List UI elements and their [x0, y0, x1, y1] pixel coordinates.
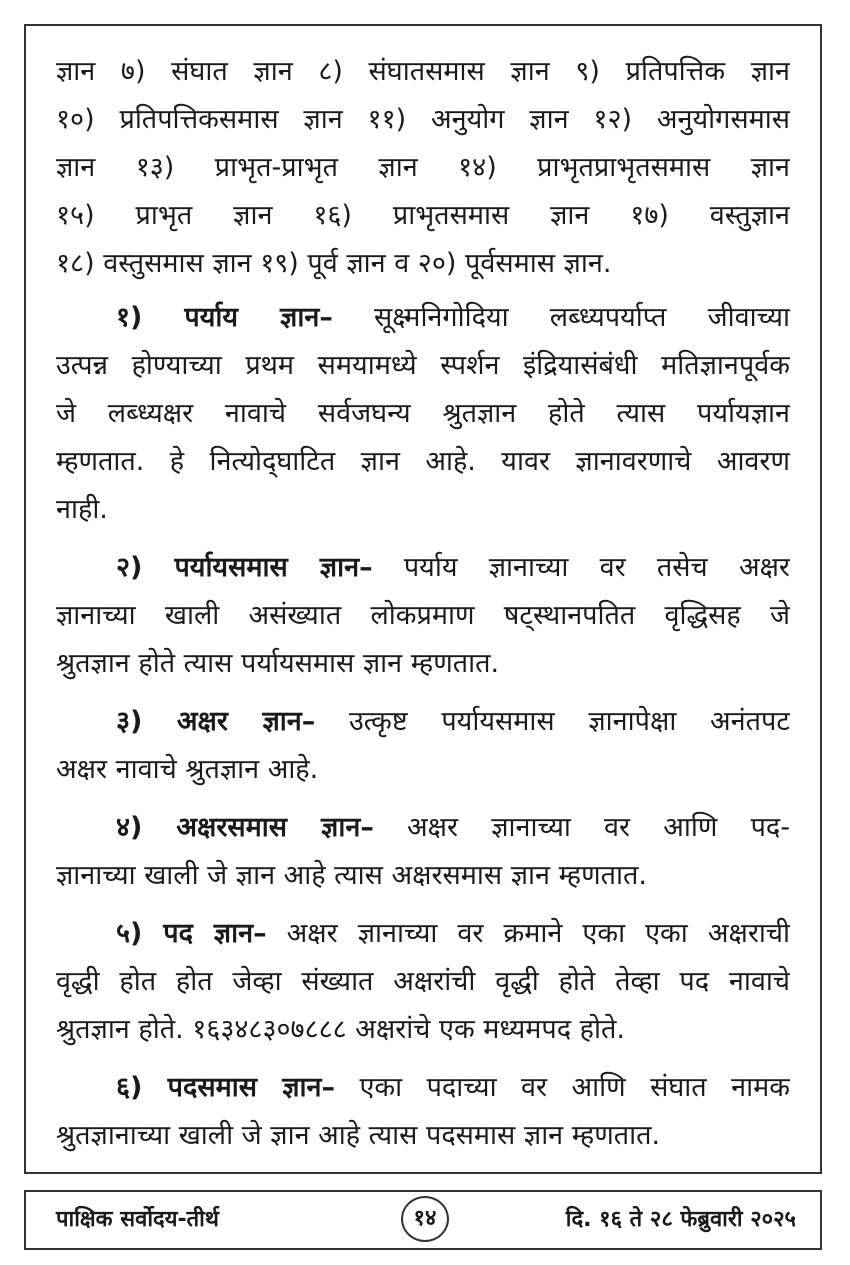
- publication-name: पाक्षिक सर्वोदय-तीर्थ: [56, 1207, 219, 1232]
- body-line: १५) प्राभृत ज्ञान १६) प्राभृतसमास ज्ञान १७) वस्तुज्ञान: [56, 200, 790, 231]
- section-4-first-line: [56, 804, 790, 852]
- section-1-first-line: [56, 294, 790, 342]
- section-2-first-line: [56, 544, 790, 592]
- body-line: श्रुतज्ञानाच्या खाली जे ज्ञान आहे त्यास पदसमास ज्ञान म्हणतात.: [56, 1120, 661, 1151]
- body-line: ज्ञान ७) संघात ज्ञान ८) संघातसमास ज्ञान ९) प्रतिपत्तिक ज्ञान: [56, 56, 790, 87]
- body-line: नाही.: [56, 494, 108, 525]
- body-line: जे लब्ध्यक्षर नावाचे सर्वजघन्य श्रुतज्ञान होते त्यास पर्यायज्ञान: [56, 398, 790, 429]
- section-text: अक्षर ज्ञानाच्या वर आणि पद-: [407, 812, 790, 843]
- section-heading: ६) पदसमास ज्ञान–: [116, 1072, 336, 1103]
- section-text: अक्षर ज्ञानाच्या वर क्रमाने एका एका अक्षराची: [286, 918, 790, 949]
- section-5-first-line: [56, 910, 790, 958]
- section-text: एका पदाच्या वर आणि संघात नामक: [359, 1072, 790, 1103]
- body-line: वृद्धी होत होत जेव्हा संख्यात अक्षरांची वृद्धी होते तेव्हा पद नावाचे: [56, 966, 790, 997]
- body-line: उत्पन्न होण्याच्या प्रथम समयामध्ये स्पर्शन इंद्रियासंबंधी मतिज्ञानपूर्वक: [56, 350, 790, 381]
- body-line: म्हणतात. हे नित्योद्‌घाटित ज्ञान आहे. यावर ज्ञानावरणाचे आवरण: [56, 446, 790, 477]
- section-text: पर्याय ज्ञानाच्या वर तसेच अक्षर: [403, 552, 790, 583]
- body-line: अक्षर नावाचे श्रुतज्ञान आहे.: [56, 754, 319, 785]
- body-line: ज्ञानाच्या खाली असंख्यात लोकप्रमाण षट्‌स्थानपतित वृद्धिसह जे: [56, 600, 790, 631]
- body-line: ज्ञानाच्या खाली जे ज्ञान आहे त्यास अक्षरसमास ज्ञान म्हणतात.: [56, 860, 647, 891]
- section-heading: २) पर्यायसमास ज्ञान–: [116, 552, 373, 583]
- article-body: [24, 24, 822, 1174]
- section-3-first-line: [56, 698, 790, 746]
- page-footer: [24, 1190, 822, 1250]
- section-6-first-line: [56, 1064, 790, 1112]
- body-line: ज्ञान १३) प्राभृत-प्राभृत ज्ञान १४) प्राभृतप्राभृतसमास ज्ञान: [56, 152, 790, 183]
- section-text: उत्कृष्ट पर्यायसमास ज्ञानापेक्षा अनंतपट: [349, 706, 790, 737]
- page-number: १४: [401, 1196, 449, 1242]
- body-line: श्रुतज्ञान होते. १६३४८३०७८८८ अक्षरांचे एक मध्यमपद होते.: [56, 1014, 625, 1045]
- body-line: १८) वस्तुसमास ज्ञान १९) पूर्व ज्ञान व २०) पूर्वसमास ज्ञान.: [56, 248, 612, 279]
- section-heading: ५) पद ज्ञान–: [116, 918, 267, 949]
- issue-date: दि. १६ ते २८ फेब्रुवारी २०२५: [565, 1207, 796, 1232]
- body-line: १०) प्रतिपत्तिकसमास ज्ञान ११) अनुयोग ज्ञान १२) अनुयोगसमास: [56, 104, 790, 135]
- section-heading: १) पर्याय ज्ञान–: [116, 302, 333, 333]
- section-heading: ३) अक्षर ज्ञान–: [116, 706, 316, 737]
- section-text: सूक्ष्मनिगोदिया लब्ध्यपर्याप्त जीवाच्या: [374, 302, 790, 333]
- body-line: श्रुतज्ञान होते त्यास पर्यायसमास ज्ञान म्हणतात.: [56, 648, 500, 679]
- section-heading: ४) अक्षरसमास ज्ञान–: [116, 812, 374, 843]
